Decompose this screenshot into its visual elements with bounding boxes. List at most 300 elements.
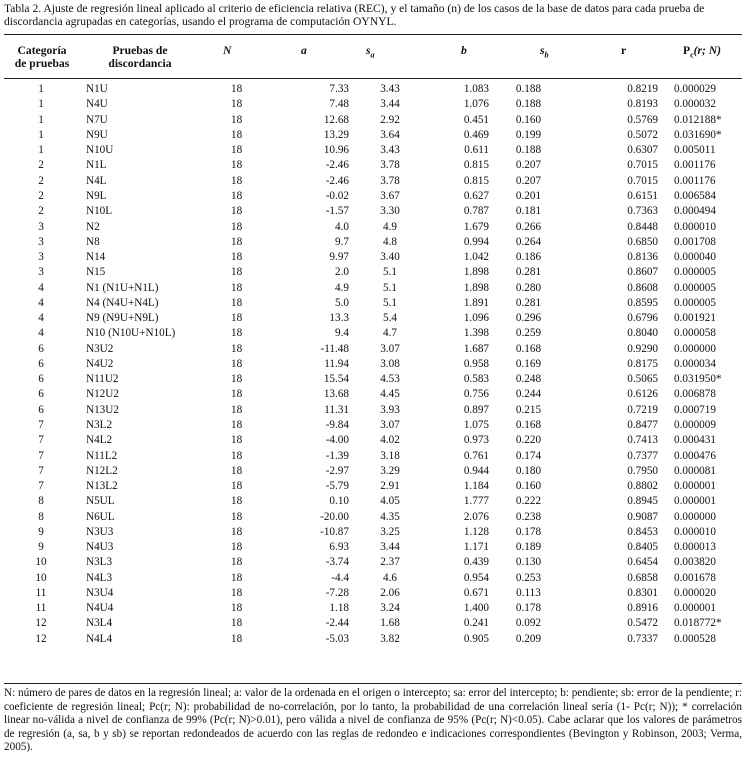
cell-prueba: N5UL (86, 495, 115, 508)
cell-r: 0.6858 (627, 571, 658, 584)
cell-prueba: N10U (86, 144, 114, 157)
cell-n: 18 (231, 373, 243, 386)
cell-n: 18 (231, 312, 243, 325)
cell-a: -3.74 (325, 556, 349, 569)
cell-pc: 0.018772* (674, 617, 722, 630)
cell-n: 18 (231, 296, 243, 309)
cell-pc: 0.000001 (674, 602, 716, 615)
cell-b: 1.400 (463, 602, 489, 615)
cell-pc: 0.006878 (674, 388, 716, 401)
cell-pc: 0.031690* (674, 128, 722, 141)
cell-b: 0.761 (463, 449, 489, 462)
cell-prueba: N10 (N10U+N10L) (86, 327, 176, 340)
cell-prueba: N4U3 (86, 541, 114, 554)
cell-prueba: N4U (86, 98, 108, 111)
cell-categoria: 3 (38, 266, 44, 279)
cell-r: 0.7015 (627, 174, 658, 187)
cell-n: 18 (231, 159, 243, 172)
cell-sa: 3.43 (380, 144, 400, 157)
cell-r: 0.8301 (627, 586, 658, 599)
table-row (4, 158, 747, 173)
cell-sb: 0.178 (515, 525, 542, 538)
table-row (4, 525, 747, 540)
cell-prueba: N6UL (86, 510, 115, 523)
cell-sa: 2.92 (380, 113, 400, 126)
table-caption: Tabla 2. Ajuste de regresión lineal aplicado al criterio de eficiencia relativa (REC), y el tamaño (n) de los casos de la base de datos para cada prueba de discordancia agrupadas en categorías, usando el programa de computación OYNYL. (4, 2, 705, 28)
cell-sb: 0.281 (515, 296, 542, 309)
cell-r: 0.8802 (627, 480, 658, 493)
cell-sa: 3.25 (380, 525, 400, 538)
cell-r: 0.7015 (627, 159, 658, 172)
table-row (4, 97, 747, 112)
cell-n: 18 (231, 495, 243, 508)
cell-n: 18 (231, 281, 243, 294)
cell-a: -2.46 (325, 159, 349, 172)
cell-b: 2.076 (463, 510, 489, 523)
cell-r: 0.6454 (627, 556, 658, 569)
cell-prueba: N14 (86, 251, 106, 264)
cell-pc: 0.003820 (674, 556, 716, 569)
cell-a: 9.97 (329, 251, 349, 264)
cell-pc: 0.000000 (674, 510, 716, 523)
cell-prueba: N4L3 (86, 571, 113, 584)
cell-prueba: N10L (86, 205, 113, 218)
cell-a: -5.79 (325, 480, 349, 493)
cell-prueba: N4U2 (86, 357, 114, 370)
cell-sb: 0.092 (515, 617, 542, 630)
cell-a: -1.57 (325, 205, 349, 218)
cell-categoria: 1 (38, 128, 44, 141)
cell-sb: 0.281 (515, 266, 542, 279)
cell-b: 1.083 (463, 83, 489, 96)
cell-r: 0.8448 (627, 220, 658, 233)
cell-n: 18 (231, 205, 243, 218)
cell-b: 1.171 (463, 541, 489, 554)
table-row (4, 494, 747, 509)
cell-sb: 0.160 (515, 480, 542, 493)
header-pc: $P_c(r$; N) (683, 44, 722, 60)
cell-r: 0.8945 (627, 495, 658, 508)
cell-sb: 0.201 (515, 189, 542, 202)
cell-pc: 0.000009 (674, 418, 716, 431)
cell-sb: 0.188 (515, 98, 542, 111)
cell-b: 1.096 (463, 312, 489, 325)
header-r: r (621, 44, 627, 57)
cell-b: 1.898 (463, 266, 489, 279)
cell-r: 0.7950 (627, 464, 658, 477)
cell-categoria: 4 (38, 281, 44, 294)
cell-r: 0.7363 (627, 205, 658, 218)
cell-r: 0.8916 (627, 602, 658, 615)
cell-prueba: N4L2 (86, 434, 113, 447)
cell-n: 18 (231, 525, 243, 538)
cell-a: 1.18 (329, 602, 349, 615)
cell-b: 0.611 (464, 144, 489, 157)
cell-r: 0.7413 (627, 434, 658, 447)
cell-prueba: N4L (86, 174, 107, 187)
cell-sa: 3.24 (380, 602, 400, 615)
cell-pc: 0.000001 (674, 495, 716, 508)
cell-r: 0.8040 (627, 327, 658, 340)
cell-n: 18 (231, 510, 243, 523)
cell-r: 0.6850 (627, 235, 658, 248)
cell-pc: 0.000005 (674, 296, 716, 309)
cell-sa: 4.6 (383, 571, 397, 584)
cell-pc: 0.000010 (674, 220, 716, 233)
header-b: b (461, 44, 467, 57)
table-row (4, 418, 747, 433)
cell-r: 0.6307 (627, 144, 658, 157)
cell-prueba: N9U (86, 128, 108, 141)
cell-r: 0.9087 (627, 510, 658, 523)
header-categoria: Categoría de pruebas (14, 44, 70, 70)
cell-categoria: 2 (38, 174, 44, 187)
cell-sa: 3.78 (380, 174, 400, 187)
cell-a: 11.31 (324, 403, 349, 416)
cell-pc: 0.000020 (674, 586, 716, 599)
cell-prueba: N4U4 (86, 602, 114, 615)
cell-r: 0.8608 (627, 281, 658, 294)
cell-sa: 3.93 (380, 403, 400, 416)
cell-a: 6.93 (329, 541, 349, 554)
cell-a: -5.03 (325, 632, 349, 645)
cell-b: 0.671 (463, 586, 489, 599)
header-pruebas: Pruebas de discordancia (108, 44, 172, 70)
cell-prueba: N3U4 (86, 586, 114, 599)
cell-sa: 4.7 (383, 327, 397, 340)
cell-prueba: N3L3 (86, 556, 113, 569)
cell-prueba: N13U2 (86, 403, 119, 416)
cell-r: 0.5072 (627, 128, 658, 141)
cell-a: 10.96 (323, 144, 349, 157)
cell-sa: 3.64 (380, 128, 400, 141)
cell-sb: 0.160 (515, 113, 542, 126)
cell-prueba: N2 (86, 220, 100, 233)
cell-n: 18 (231, 144, 243, 157)
cell-sa: 3.67 (380, 189, 400, 202)
cell-prueba: N9 (N9U+N9L) (86, 312, 159, 325)
cell-n: 18 (231, 418, 243, 431)
cell-sa: 3.40 (380, 251, 400, 264)
cell-pc: 0.000058 (674, 327, 716, 340)
cell-n: 18 (231, 480, 243, 493)
cell-categoria: 10 (35, 571, 47, 584)
cell-n: 18 (231, 541, 243, 554)
cell-n: 18 (231, 128, 243, 141)
cell-b: 1.184 (463, 480, 489, 493)
cell-b: 0.583 (463, 373, 489, 386)
table-row (4, 189, 747, 204)
cell-prueba: N15 (86, 266, 106, 279)
cell-prueba: N4 (N4U+N4L) (86, 296, 159, 309)
cell-sb: 0.207 (515, 174, 542, 187)
cell-a: -4.00 (325, 434, 349, 447)
cell-categoria: 6 (38, 373, 44, 386)
cell-n: 18 (231, 449, 243, 462)
cell-a: 15.54 (323, 373, 349, 386)
header-rule (4, 78, 742, 79)
cell-categoria: 4 (38, 327, 44, 340)
bottom-rule (4, 683, 742, 684)
cell-categoria: 6 (38, 357, 44, 370)
table-row (4, 387, 747, 402)
cell-categoria: 12 (35, 617, 47, 630)
header-n: N (223, 44, 232, 57)
cell-pc: 0.000005 (674, 266, 716, 279)
cell-r: 0.8405 (627, 541, 658, 554)
table-row (4, 601, 747, 616)
data-table (4, 82, 747, 647)
cell-sb: 0.181 (515, 205, 542, 218)
cell-a: -1.39 (325, 449, 349, 462)
cell-a: 13.29 (323, 128, 349, 141)
cell-n: 18 (231, 83, 243, 96)
cell-a: 9.4 (335, 327, 349, 340)
cell-a: -10.87 (320, 525, 349, 538)
cell-categoria: 2 (38, 159, 44, 172)
cell-n: 18 (231, 98, 243, 111)
cell-sa: 3.07 (380, 418, 400, 431)
cell-sb: 0.296 (515, 312, 542, 325)
cell-sa: 5.1 (383, 296, 397, 309)
cell-prueba: N12L2 (86, 464, 118, 477)
cell-sb: 0.238 (515, 510, 542, 523)
cell-a: -0.02 (325, 189, 349, 202)
cell-categoria: 3 (38, 220, 44, 233)
cell-b: 0.451 (463, 113, 489, 126)
cell-r: 0.8175 (627, 357, 658, 370)
cell-pc: 0.000001 (674, 480, 716, 493)
cell-pc: 0.001176 (674, 159, 716, 172)
cell-a: 7.48 (329, 98, 349, 111)
cell-categoria: 1 (38, 113, 44, 126)
table-row (4, 296, 747, 311)
table-row (4, 82, 747, 97)
cell-pc: 0.005011 (674, 144, 716, 157)
cell-r: 0.8193 (627, 98, 658, 111)
cell-a: -2.44 (325, 617, 349, 630)
table-row (4, 479, 747, 494)
cell-categoria: 8 (38, 510, 44, 523)
cell-categoria: 1 (38, 144, 44, 157)
cell-sa: 3.29 (380, 464, 400, 477)
cell-n: 18 (231, 403, 243, 416)
cell-sa: 5.4 (383, 312, 397, 325)
cell-pc: 0.000081 (674, 464, 716, 477)
cell-categoria: 11 (35, 602, 47, 615)
cell-n: 18 (231, 602, 243, 615)
table-footnote: N: número de pares de datos en la regresión lineal; a: valor de la ordenada en el origen o intercepto; sa: error del intercepto; b: pendiente; sb: error de la pendiente; r: coeficiente de regresión lineal; Pc(r; N): probabilidad de no-correlación, por lo tanto, la probabilidad de una correlación lineal sería (1- Pc(r; N)); * correlación linear no-válida a nivel de confianza de 99% (Pc(r; N)>0.01), pero válida a nivel de confianza de 95% (Pc(r; N)<0.05). Cabe aclarar que los valores de parámetros de regresión (a, sa, b y sb) se reportan redondeados de acuerdo con las reglas de redondeo e indicaciones correspondientes (Bevington y Robinson, 2003; Verma, 2005). (4, 687, 742, 754)
table-row (4, 448, 747, 463)
cell-n: 18 (231, 464, 243, 477)
cell-r: 0.7337 (627, 632, 658, 645)
cell-sb: 0.130 (515, 556, 542, 569)
cell-sa: 3.18 (380, 449, 400, 462)
cell-b: 1.075 (463, 418, 489, 431)
cell-n: 18 (231, 189, 243, 202)
cell-sb: 0.248 (515, 373, 542, 386)
cell-sb: 0.178 (515, 602, 542, 615)
cell-sa: 3.82 (380, 632, 400, 645)
cell-sb: 0.264 (515, 235, 542, 248)
cell-sb: 0.188 (515, 144, 542, 157)
cell-b: 0.944 (463, 464, 489, 477)
cell-b: 1.687 (463, 342, 489, 355)
cell-r: 0.6151 (627, 189, 658, 202)
cell-pc: 0.000029 (674, 83, 716, 96)
cell-b: 0.973 (463, 434, 489, 447)
cell-pc: 0.012188* (674, 113, 722, 126)
cell-categoria: 6 (38, 403, 44, 416)
cell-categoria: 12 (35, 632, 47, 645)
cell-sa: 3.30 (380, 205, 400, 218)
cell-r: 0.9290 (627, 342, 658, 355)
table-row (4, 143, 747, 158)
cell-pc: 0.000494 (674, 205, 716, 218)
table-row (4, 540, 747, 555)
cell-prueba: N12U2 (86, 388, 119, 401)
table-row (4, 342, 747, 357)
table-row (4, 586, 747, 601)
table-row (4, 280, 747, 295)
table-row (4, 235, 747, 250)
cell-pc: 0.000013 (674, 541, 716, 554)
cell-pc: 0.000528 (674, 632, 716, 645)
cell-r: 0.8477 (627, 418, 658, 431)
cell-sa: 3.08 (380, 357, 400, 370)
cell-categoria: 9 (38, 525, 44, 538)
cell-sb: 0.280 (515, 281, 542, 294)
cell-sb: 0.168 (515, 418, 542, 431)
cell-sa: 5.1 (383, 281, 397, 294)
table-row (4, 403, 747, 418)
cell-sa: 3.44 (380, 541, 400, 554)
cell-pc: 0.000476 (674, 449, 716, 462)
cell-r: 0.8219 (627, 83, 658, 96)
cell-r: 0.5065 (627, 373, 658, 386)
cell-n: 18 (231, 617, 243, 630)
cell-sa: 2.06 (380, 586, 400, 599)
cell-n: 18 (231, 342, 243, 355)
top-rule (4, 34, 742, 35)
cell-a: -2.97 (325, 464, 349, 477)
cell-pc: 0.000431 (674, 434, 716, 447)
cell-categoria: 7 (38, 480, 44, 493)
cell-b: 1.891 (463, 296, 489, 309)
cell-r: 0.8136 (627, 251, 658, 264)
table-row (4, 326, 747, 341)
cell-categoria: 7 (38, 449, 44, 462)
cell-pc: 0.000719 (674, 403, 716, 416)
cell-pc: 0.006584 (674, 189, 716, 202)
cell-prueba: N3U3 (86, 525, 114, 538)
cell-a: -2.46 (325, 174, 349, 187)
cell-sb: 0.259 (515, 327, 542, 340)
cell-sb: 0.169 (515, 357, 542, 370)
table-row (4, 372, 747, 387)
cell-categoria: 4 (38, 312, 44, 325)
cell-sb: 0.253 (515, 571, 542, 584)
cell-sa: 4.9 (383, 220, 397, 233)
cell-b: 0.787 (463, 205, 489, 218)
cell-prueba: N4L4 (86, 632, 113, 645)
cell-sb: 0.244 (515, 388, 542, 401)
cell-categoria: 2 (38, 189, 44, 202)
cell-a: -11.48 (320, 342, 349, 355)
cell-b: 1.076 (463, 98, 489, 111)
cell-sa: 2.91 (380, 480, 400, 493)
cell-a: 7.33 (329, 83, 349, 96)
header-sb: $s_b$ (540, 44, 549, 60)
cell-sa: 3.43 (380, 83, 400, 96)
cell-pc: 0.000010 (674, 525, 716, 538)
cell-sa: 4.35 (380, 510, 400, 523)
table-row (4, 311, 747, 326)
cell-a: 0.10 (329, 495, 349, 508)
cell-b: 0.905 (463, 632, 489, 645)
cell-b: 0.815 (463, 174, 489, 187)
cell-n: 18 (231, 571, 243, 584)
cell-prueba: N8 (86, 235, 100, 248)
cell-r: 0.8607 (627, 266, 658, 279)
cell-sa: 5.1 (383, 266, 397, 279)
cell-n: 18 (231, 327, 243, 340)
table-row (4, 571, 747, 586)
cell-n: 18 (231, 235, 243, 248)
cell-a: 13.3 (329, 312, 349, 325)
cell-categoria: 6 (38, 388, 44, 401)
cell-n: 18 (231, 586, 243, 599)
cell-n: 18 (231, 388, 243, 401)
cell-sa: 4.8 (383, 235, 397, 248)
cell-sb: 0.189 (515, 541, 542, 554)
cell-categoria: 6 (38, 342, 44, 355)
cell-pc: 0.000032 (674, 98, 716, 111)
cell-n: 18 (231, 251, 243, 264)
cell-n: 18 (231, 556, 243, 569)
cell-sb: 0.207 (515, 159, 542, 172)
cell-sa: 3.07 (380, 342, 400, 355)
table-row (4, 464, 747, 479)
cell-b: 1.042 (463, 251, 489, 264)
cell-n: 18 (231, 632, 243, 645)
cell-sa: 1.68 (380, 617, 400, 630)
cell-a: -20.00 (320, 510, 349, 523)
table-row (4, 219, 747, 234)
cell-b: 1.128 (463, 525, 489, 538)
cell-n: 18 (231, 266, 243, 279)
cell-sa: 4.02 (380, 434, 400, 447)
cell-prueba: N1 (N1U+N1L) (86, 281, 159, 294)
cell-pc: 0.031950* (674, 373, 722, 386)
cell-sb: 0.188 (515, 83, 542, 96)
cell-sa: 3.78 (380, 159, 400, 172)
table-row (4, 204, 747, 219)
cell-b: 0.994 (463, 235, 489, 248)
cell-r: 0.5472 (627, 617, 658, 630)
cell-r: 0.8595 (627, 296, 658, 309)
table-row (4, 174, 747, 189)
cell-sb: 0.168 (515, 342, 542, 355)
cell-sb: 0.222 (515, 495, 542, 508)
table-row (4, 357, 747, 372)
cell-a: -9.84 (325, 418, 349, 431)
cell-categoria: 7 (38, 418, 44, 431)
cell-a: 12.68 (323, 113, 349, 126)
table-row (4, 128, 747, 143)
cell-sb: 0.266 (515, 220, 542, 233)
cell-categoria: 3 (38, 235, 44, 248)
